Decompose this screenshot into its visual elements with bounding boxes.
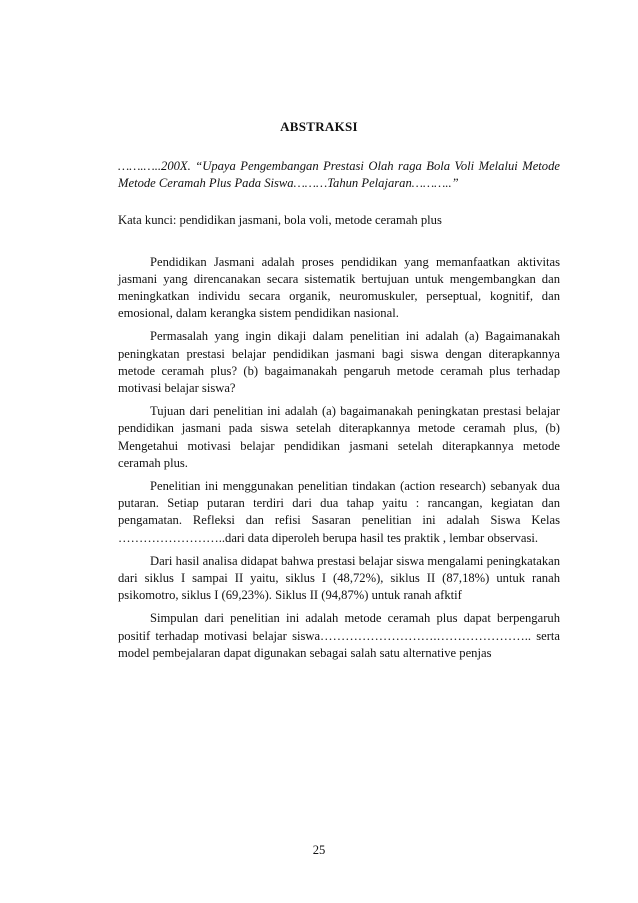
paragraph-definition: Pendidikan Jasmani adalah proses pendidikan yang memanfaatkan aktivitas jasmani yang direncanakan secara sistematik bertujuan untuk mengembangkan dan meningkatkan individu secara organik, neuromuskuler, perseptual, kognitif, dan emosional, dalam kerangka sistem pendidikan nasional. <box>118 254 560 321</box>
paragraph-method: Penelitian ini menggunakan penelitian tindakan (action research) sebanyak dua putaran. Setiap putaran terdiri dari dua tahap yaitu : rancangan, kegiatan dan pengamatan. Refleksi dan refisi Sasaran penelitian ini adalah Siswa Kelas ……………………..dari data diperoleh berupa hasil tes praktik , lembar observasi. <box>118 479 560 545</box>
keywords: Kata kunci: pendidikan jasmani, bola voli, metode ceramah plus <box>118 213 442 228</box>
paragraph-results: Dari hasil analisa didapat bahwa prestasi belajar siswa mengalami peningkatakan dari siklus I sampai II yaitu, siklus I (48,72%), siklus II (87,18%) untuk ranah psikomotro, siklus I (69,23%). Siklus II (94,87%) untuk ranah afktif <box>118 553 560 603</box>
page-number: 25 <box>312 843 326 857</box>
abstract-title: ABSTRAKSI <box>280 119 358 134</box>
paragraph-problem: Permasalah yang ingin dikaji dalam penelitian ini adalah (a) Bagaimanakah peningkatan prestasi belajar pendidikan jasmani bagi siswa dengan diterapkannya metode ceramah plus? (b) bagaimanakah pengaruh metode ceramah plus terhadap motivasi belajar siswa? <box>118 329 560 396</box>
paragraph-conclusion: Simpulan dari penelitian ini adalah metode ceramah plus dapat berpengaruh positif terhadap motivasi belajar siswa……………………….………………….. serta model pembejalaran dapat digunakan sebagai salah satu alternative penjas <box>118 611 560 660</box>
abstract-body <box>118 254 560 662</box>
abstract-content <box>118 158 560 668</box>
paragraph-objective: Tujuan dari penelitian ini adalah (a) bagaimanakah peningkatan prestasi belajar pendidikan jasmani pada siswa setelah diterapkannya metode ceramah plus, (b) Mengetahui motivasi belajar pendidikan jasmani setelah diterapkannya metode ceramah plus. <box>118 404 560 470</box>
citation: …….…..200X. “Upaya Pengembangan Prestasi Olah raga Bola Voli Melalui Metode Metode Ceramah Plus Pada Siswa………Tahun Pelajaran………..” <box>118 159 560 191</box>
